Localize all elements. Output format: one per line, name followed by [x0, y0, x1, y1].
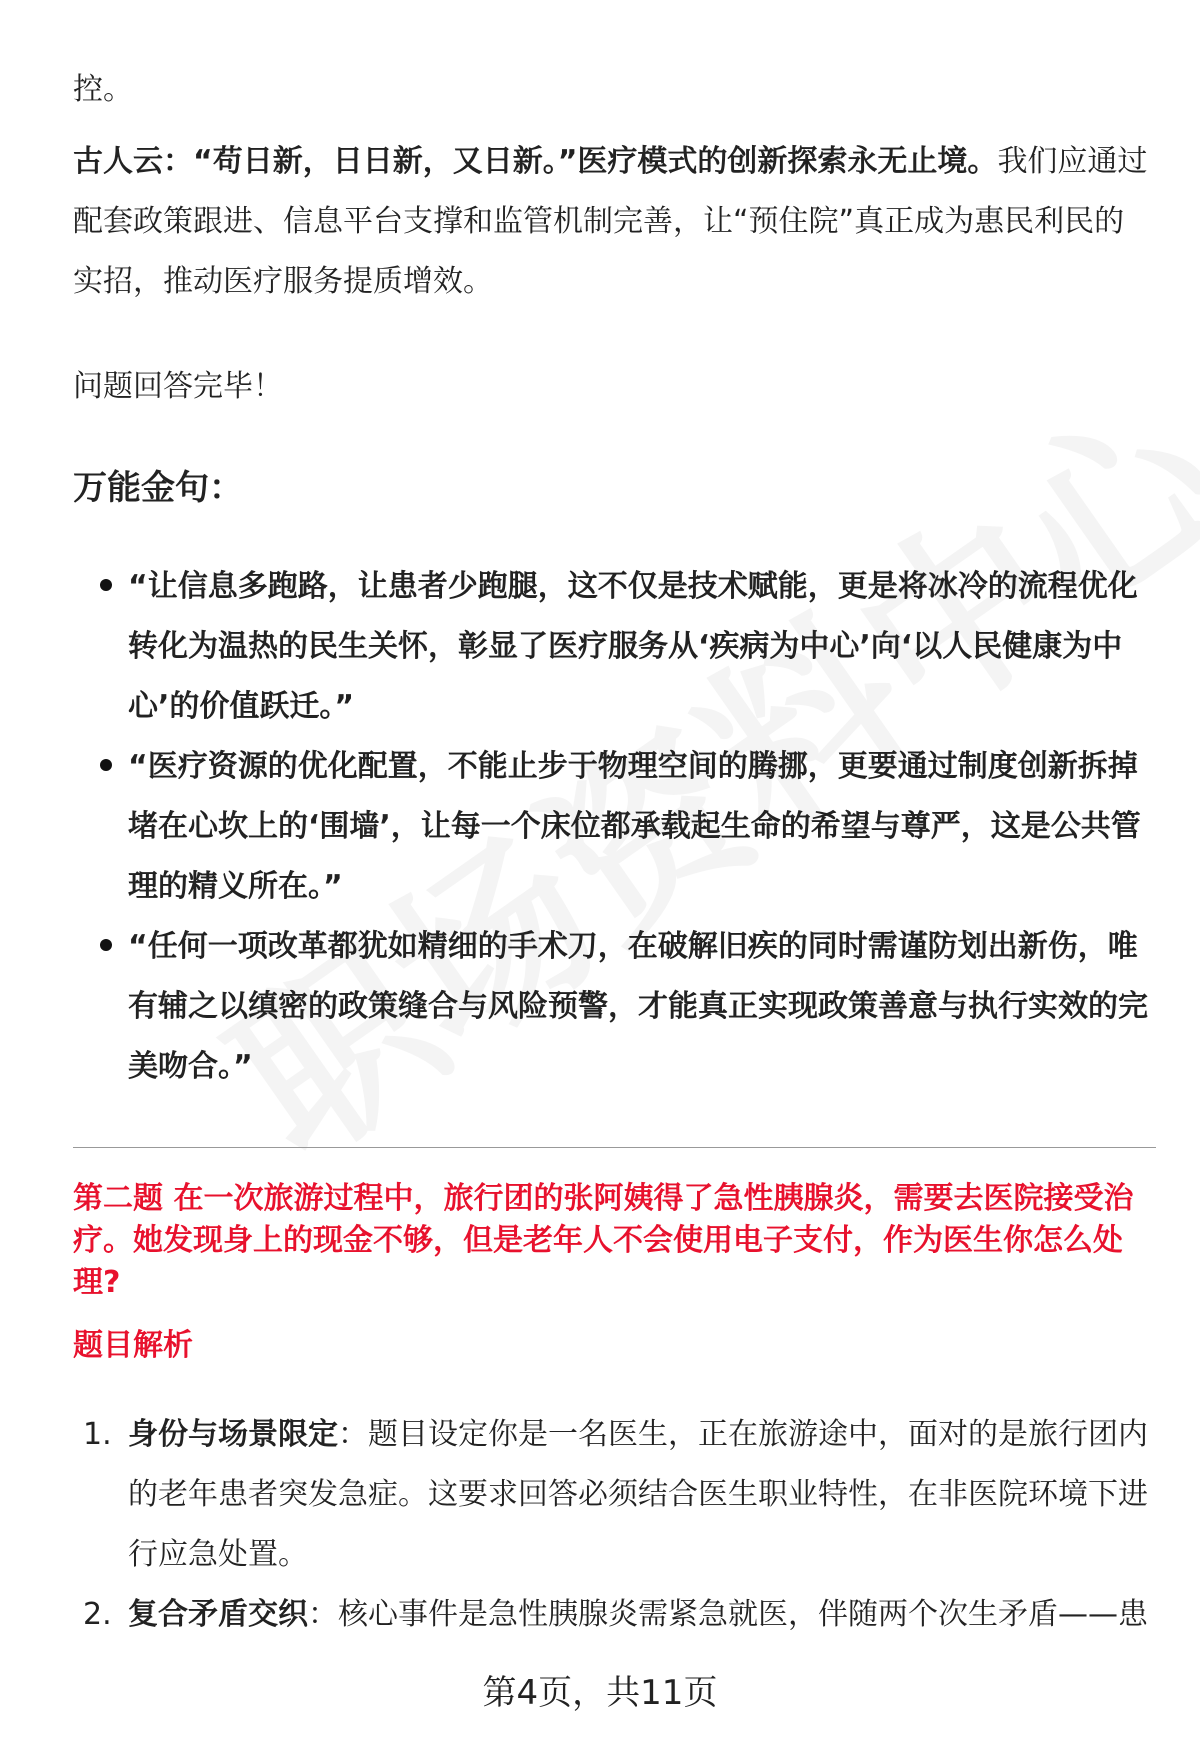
top-fragment: 控。: [73, 72, 133, 107]
conclusion-paragraph: [73, 132, 1153, 312]
conclusion-normal: 我们应通过配套政策跟进、信息平台支撑和监管机制完善，让“预住院”真正成为惠民利民的实招，推动医疗服务提质增效。: [73, 144, 1148, 299]
quote-list: [73, 557, 1153, 1097]
question-2: 第二题 在一次旅游过程中，旅行团的张阿姨得了急性胰腺炎，需要去医院接受治疗。她发现身上的现金不够，但是老年人不会使用电子支付，作为医生你怎么处理?: [73, 1181, 1134, 1300]
quote-text: “让信息多跑路，让患者少跑腿，这不仅是技术赋能，更是将冰冷的流程优化转化为温热的民生关怀，彰显了医疗服务从‘疾病为中心’向‘以人民健康为中心’的价值跃迁。”: [128, 569, 1138, 724]
item-number: 1.: [83, 1417, 112, 1452]
bullet-dot-icon: [100, 579, 112, 591]
item-title: 身份与场景限定: [128, 1417, 338, 1452]
quote-item: [73, 917, 1153, 1097]
analysis-heading: 题目解析: [73, 1328, 193, 1363]
quote-text: “医疗资源的优化配置，不能止步于物理空间的腾挪，更要通过制度创新拆掉堵在心坎上的‘围墙’，让每一个床位都承载起生命的希望与尊严，这是公共管理的精义所在。”: [128, 749, 1141, 904]
bullet-dot-icon: [100, 759, 112, 771]
analysis-list: [73, 1405, 1153, 1645]
item-text: ：题目设定你是一名医生，正在旅游途中，面对的是旅行团内的老年患者突发急症。这要求回答必须结合医生职业特性，在非医院环境下进行应急处置。: [128, 1417, 1148, 1572]
section-divider: [73, 1147, 1156, 1148]
item-text: ：核心事件是急性胰腺炎需紧急就医，伴随两个次生矛盾——患: [308, 1597, 1148, 1632]
closing-line: 问题回答完毕！: [73, 369, 283, 404]
page-footer: 第4页，共11页: [482, 1673, 718, 1713]
analysis-item: [73, 1405, 1153, 1585]
quote-text: “任何一项改革都犹如精细的手术刀，在破解旧疾的同时需谨防划出新伤，唯有辅之以缜密的政策缝合与风险预警，才能真正实现政策善意与执行实效的完美吻合。”: [128, 929, 1148, 1084]
item-number: 2.: [83, 1597, 112, 1632]
item-title: 复合矛盾交织: [128, 1597, 308, 1632]
bullet-dot-icon: [100, 939, 112, 951]
quote-item: [73, 557, 1153, 737]
analysis-item: [73, 1585, 1153, 1645]
quote-item: [73, 737, 1153, 917]
golden-heading: 万能金句：: [73, 468, 243, 508]
conclusion-bold: 古人云：“苟日新，日日新，又日新。”医疗模式的创新探索永无止境。: [73, 144, 998, 179]
